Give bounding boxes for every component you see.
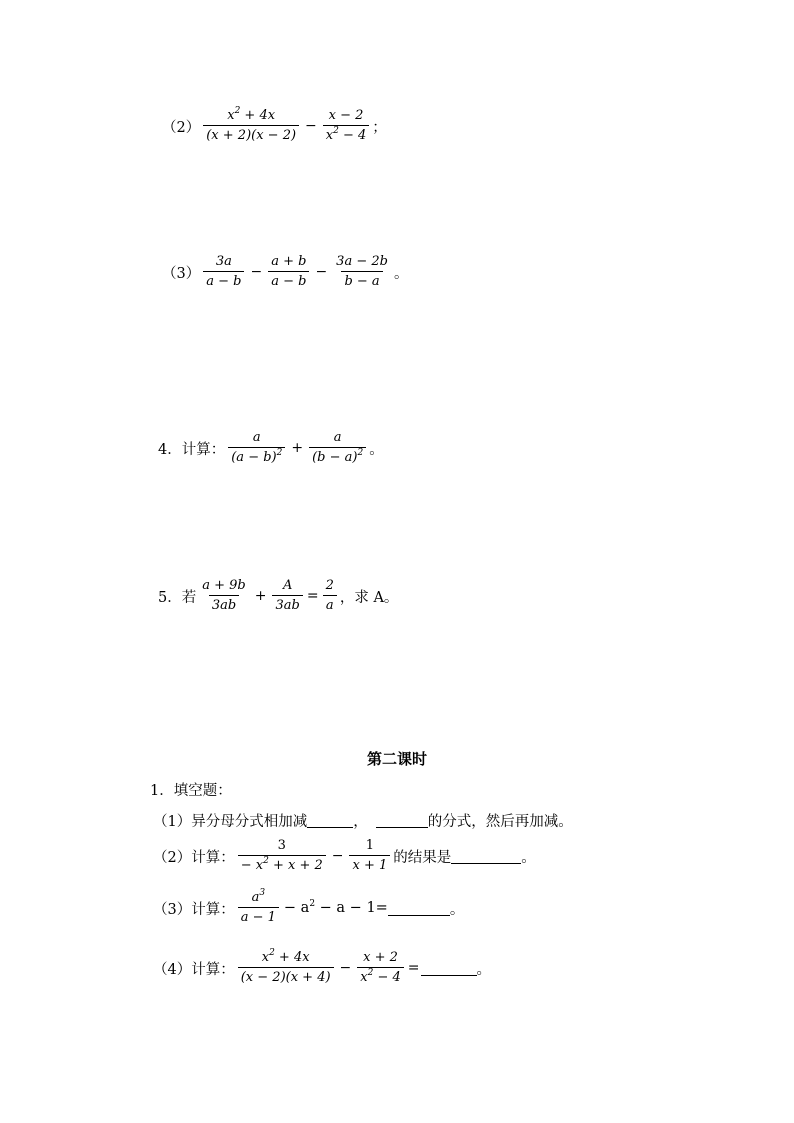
- subquestion-2-text: 的结果是: [393, 849, 452, 866]
- fraction: [333, 254, 391, 290]
- punctuation: 。: [369, 441, 384, 458]
- answer-blank[interactable]: [421, 961, 477, 976]
- denominator: a − b: [268, 271, 309, 290]
- answer-blank[interactable]: [388, 901, 450, 916]
- problem-3: [162, 254, 408, 290]
- denominator: $(b - a)^2$: [309, 447, 366, 466]
- fraction: [357, 950, 404, 986]
- fraction: [309, 430, 366, 466]
- problem-2-label: （2）: [162, 119, 201, 136]
- operator: −: [339, 960, 352, 976]
- subquestion-3: [153, 890, 464, 926]
- fraction: [323, 578, 337, 614]
- fraction: [349, 838, 390, 874]
- numerator: $x^2 + 4x$: [227, 106, 276, 123]
- answer-blank[interactable]: [307, 813, 353, 828]
- denominator: a: [323, 595, 337, 614]
- problem-4-label: 4．计算：: [158, 441, 226, 458]
- subquestion-1-label: （1）异分母分式相加减: [153, 814, 308, 830]
- problem-3-label: （3）: [162, 265, 201, 282]
- denominator: 3ab: [209, 595, 239, 614]
- operator: +: [291, 440, 304, 456]
- numerator: a: [333, 430, 342, 445]
- fraction: [228, 430, 285, 466]
- numerator: 3: [277, 838, 286, 853]
- section-title: 第二课时: [366, 750, 427, 768]
- question-1-title: [150, 779, 232, 800]
- subquestion-2-label: （2）计算：: [153, 849, 235, 866]
- numerator: 1: [365, 838, 374, 853]
- numerator: 2: [325, 578, 334, 593]
- fraction: [323, 108, 370, 144]
- numerator: 3a − 2b: [336, 254, 388, 269]
- numerator: a: [252, 430, 261, 445]
- fraction: [238, 950, 334, 986]
- denominator: 3ab: [272, 595, 302, 614]
- fraction: [268, 254, 309, 290]
- denominator: (x + 2)(x − 2): [203, 125, 299, 144]
- operator: −: [305, 118, 317, 134]
- punctuation: 。: [393, 265, 409, 282]
- operator: −: [331, 848, 344, 864]
- problem-5-label: 5．若: [158, 589, 197, 606]
- numerator: A: [282, 578, 293, 593]
- subquestion-4-label: （4）计算：: [153, 961, 235, 978]
- punctuation: 。: [449, 901, 465, 918]
- fraction: [203, 108, 299, 144]
- problem-2: [162, 108, 387, 144]
- punctuation: 。: [521, 849, 536, 866]
- problem-5: [158, 578, 398, 614]
- numerator: a + b: [271, 254, 307, 269]
- operator: +: [254, 588, 267, 604]
- question-1-label: 1．填空题：: [150, 783, 232, 799]
- equals-sign: =: [407, 960, 420, 976]
- subquestion-3-label: （3）计算：: [153, 901, 235, 918]
- subquestion-1-tail: 的分式，然后再加减。: [427, 814, 573, 830]
- denominator: $(a - b)^2$: [228, 447, 285, 466]
- fraction: [238, 890, 279, 926]
- problem-4: [158, 430, 384, 466]
- denominator: b − a: [341, 271, 382, 290]
- answer-blank[interactable]: [376, 813, 428, 828]
- denominator: a − 1: [238, 907, 279, 926]
- subquestion-2: [153, 838, 536, 874]
- punctuation: ，: [353, 814, 368, 830]
- expression-rest: − $a^2 - a - 1=$: [283, 899, 388, 916]
- numerator: x + 2: [363, 950, 398, 965]
- subquestion-4: [153, 950, 491, 986]
- fraction: [238, 838, 326, 874]
- denominator: a − b: [203, 271, 244, 290]
- numerator: x − 2: [328, 108, 364, 123]
- denominator: − $x^2 + x + 2$: [238, 855, 326, 874]
- operator: −: [315, 264, 328, 280]
- question-tail: ，求 A。: [339, 589, 399, 606]
- punctuation: ；: [372, 119, 387, 136]
- numerator: $a^3$: [251, 888, 266, 905]
- punctuation: 。: [476, 961, 492, 978]
- numerator: a + 9b: [202, 578, 246, 593]
- numerator: $x^2 + 4x$: [261, 948, 310, 965]
- fraction: [272, 578, 302, 614]
- answer-blank[interactable]: [451, 849, 521, 864]
- fraction: [199, 578, 249, 614]
- denominator: $x^2 - 4$: [357, 967, 404, 986]
- fraction: [203, 254, 244, 290]
- denominator: (x − 2)(x + 4): [238, 967, 334, 986]
- equals-sign: =: [306, 588, 319, 604]
- operator: −: [250, 264, 263, 280]
- denominator: $x^2 - 4$: [323, 125, 370, 144]
- subquestion-1: [153, 810, 573, 831]
- denominator: x + 1: [349, 855, 390, 874]
- numerator: 3a: [215, 254, 232, 269]
